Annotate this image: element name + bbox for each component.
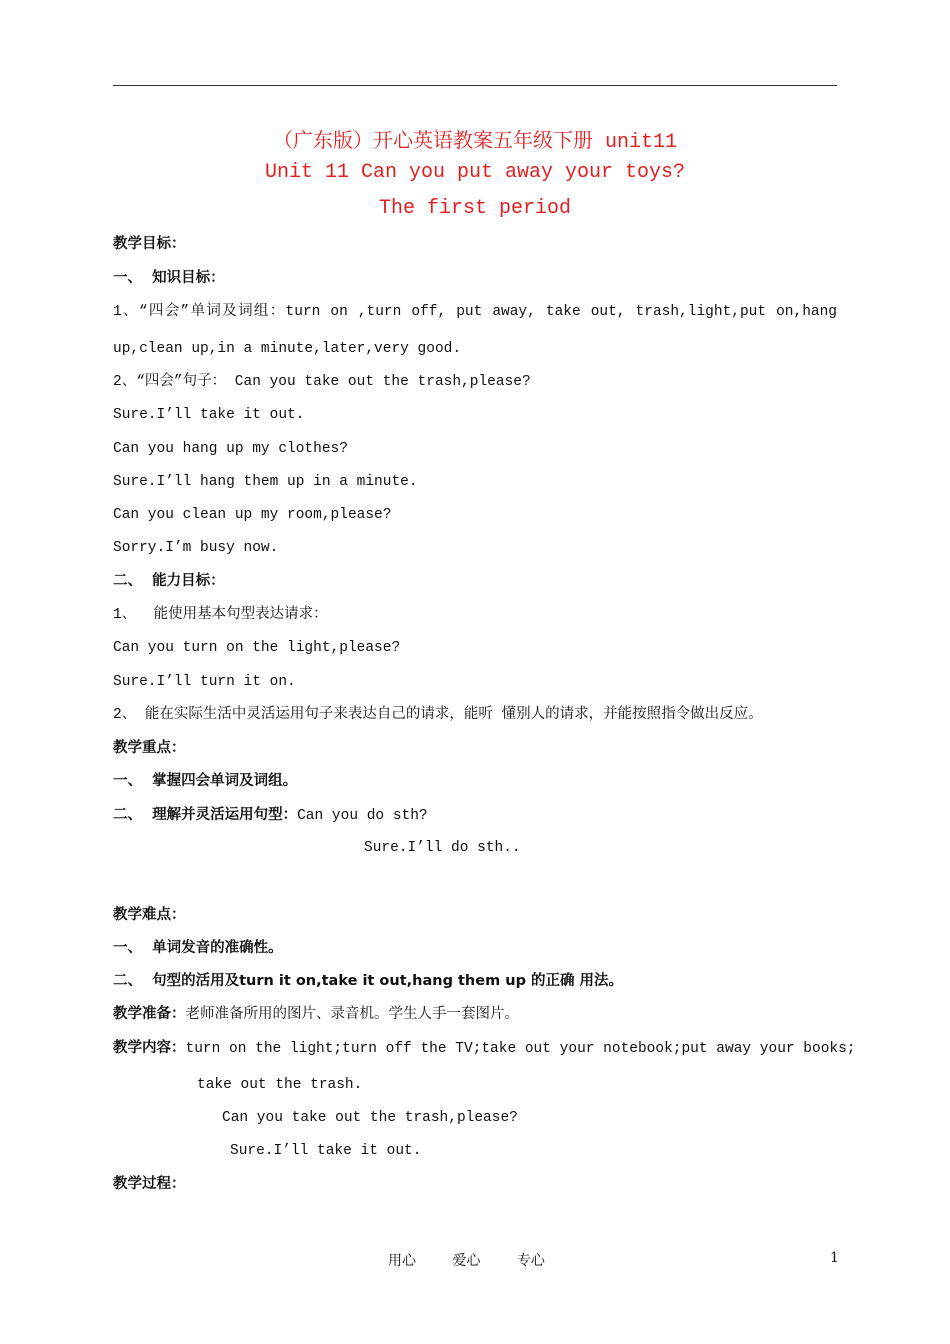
preparation-text: 老师准备所用的图片、录音机。学生人手一套图片。 [185, 1006, 519, 1022]
footer-slogan: 用心 [388, 1253, 416, 1269]
vocab-line-1: 1、“四会”单词及词组：turn on ,turn off, put away, take out, trash,light,put on,hang [113, 304, 837, 320]
key-point-pattern: Can you do sth? [297, 808, 428, 824]
content-text: turn on the light;turn off the TV;take out your notebook;put away your books; [185, 1041, 856, 1057]
content-label: 教学内容： [113, 1040, 186, 1056]
sentence-line: Can you turn on the light,please? [113, 640, 401, 656]
ability-line: 2、 能在实际生活中灵活运用句子来表达自己的请求，能听 懂别人的请求，并能按照指令做出反应。 [113, 707, 763, 723]
footer-slogans [388, 1250, 577, 1270]
key-point-label: 二、 理解并灵活运用句型： [113, 807, 298, 823]
heading-process: 教学过程： [113, 1176, 186, 1192]
unit-title: Unit 11 Can you put away your toys? [264, 161, 686, 184]
ability-line: 1、 能使用基本句型表达请求： [113, 607, 328, 623]
footer-slogan: 专心 [516, 1253, 545, 1269]
content-line: Can you take out the trash,please? [222, 1110, 518, 1126]
page-number: 1 [830, 1250, 839, 1266]
heading-key-points: 教学重点： [113, 740, 186, 756]
content-line: Sure.I’ll take it out. [230, 1143, 422, 1159]
heading-difficulties: 教学难点： [113, 907, 186, 923]
footer-slogan: 爱心 [452, 1253, 481, 1269]
content-line: take out the trash. [197, 1077, 363, 1093]
period-title: The first period [378, 197, 572, 220]
difficulty-line: 一、 单词发音的准确性。 [113, 940, 283, 956]
sentence-line: Sorry.I’m busy now. [113, 540, 279, 556]
key-point-line [113, 806, 428, 825]
preparation-label: 教学准备： [113, 1006, 186, 1022]
heading-ability-goals: 二、 能力目标： [113, 573, 225, 589]
key-point-pattern-reply: Sure.I’ll do sth.. [364, 840, 521, 856]
difficulty-line: 二、 句型的活用及turn it on,take it out,hang them up 的正确 用法。 [113, 973, 624, 989]
header-rule [113, 85, 837, 86]
preparation-line [113, 1005, 519, 1024]
sentence-line: Sure.I’ll hang them up in a minute. [113, 474, 418, 490]
heading-teaching-goals: 教学目标： [113, 236, 186, 252]
sentence-line: Can you hang up my clothes? [113, 441, 348, 457]
sentence-line: Sure.I’ll turn it on. [113, 674, 296, 690]
content-line [113, 1039, 856, 1058]
sentence-line: Can you clean up my room,please? [113, 507, 392, 523]
sentences-line: 2、“四会”句子： Can you take out the trash,please? [113, 374, 531, 390]
heading-knowledge-goals: 一、 知识目标： [113, 270, 225, 286]
vocab-line-2: up,clean up,in a minute,later,very good. [113, 341, 462, 357]
key-point-line: 一、 掌握四会单词及词组。 [113, 773, 298, 789]
sentence-line: Sure.I’ll take it out. [113, 407, 305, 423]
doc-title: （广东版）开心英语教案五年级下册 unit11 [272, 131, 677, 154]
